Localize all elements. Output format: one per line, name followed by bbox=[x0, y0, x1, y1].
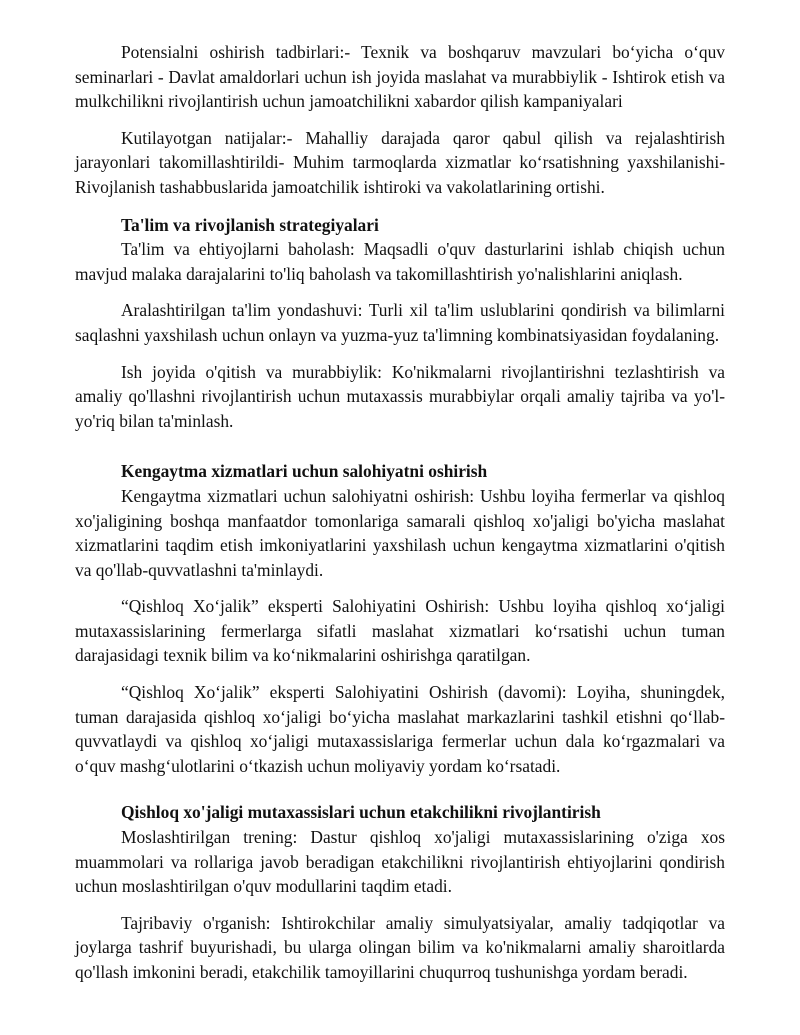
paragraph-on-the-job-training: Ish joyida o'qitish va murabbiylik: Ko'nikmalarni rivojlantirishni tezlashtirish va amaliy qo'llashni rivojlantirish uchun mutaxassis murabbiylar orqali amaliy tajriba va yo'l-yo'riq bilan ta'minlash. bbox=[75, 361, 725, 431]
paragraph-blended-learning: Aralashtirilgan ta'lim yondashuvi: Turli xil ta'lim uslublarini qondirish va bilimlarni saqlashni yaxshilash uchun onlayn va yuzma-yuz ta'limning kombinatsiyasidan foydalaning. bbox=[75, 300, 725, 345]
paragraph-capacity-measures: Potensialni oshirish tadbirlari:- Texnik va boshqaruv mavzulari bo‘yicha o‘quv seminarlari - Davlat amaldorlari uchun ish joyida maslahat va murabbiylik - Ishtirok etish va mulkchilikni rivojlantirish uchun jamoatchilikni xabardor qilish kampaniyalari bbox=[75, 42, 725, 112]
paragraph-tailored-training: Moslashtirilgan trening: Dastur qishloq xo'jaligi mutaxassislarining o'ziga xos muammolari va rollariga javob beradigan etakchilikni rivojlantirish ehtiyojlarini qondirish uchun moslashtirilgan o'quv modullarini taqdim etadi. bbox=[75, 827, 725, 897]
paragraph-needs-assessment: Ta'lim va ehtiyojlarni baholash: Maqsadli o'quv dasturlarini ishlab chiqish uchun mavjud malaka darajalarini to'liq baholash va takomillashtirish yo'nalishlarini aniqlash. bbox=[75, 239, 725, 284]
paragraph-agri-expert-capacity: “Qishloq Xo‘jalik” eksperti Salohiyatini Oshirish: Ushbu loyiha qishloq xo‘jaligi mutaxassislarining fermerlarga sifatli maslahat xizmatlari ko‘rsatishi uchun tuman darajasidagi texnik bilim va ko‘nikmalarini oshirishga qaratilgan. bbox=[75, 596, 725, 666]
section-heading-extension-services: Kengaytma xizmatlari uchun salohiyatni oshirish bbox=[121, 461, 488, 482]
section-heading-learning-strategies: Ta'lim va rivojlanish strategiyalari bbox=[121, 214, 379, 235]
paragraph-experiential-learning: Tajribaviy o'rganish: Ishtirokchilar amaliy simulyatsiyalar, amaliy tadqiqotlar va joylarga tashrif buyurishadi, bu ularga olingan bilim va ko'nikmalarni amaliy sharoitlarda qo'llash imkonini beradi, etakchilik tamoyillarini chuqurroq tushunishga yordam beradi. bbox=[75, 912, 725, 982]
paragraph-agri-expert-capacity-cont: “Qishloq Xo‘jalik” eksperti Salohiyatini Oshirish (davomi): Loyiha, shuningdek, tuman darajasida qishloq xo‘jaligi bo‘yicha maslahat markazlarini tashkil etishni qo‘llab-quvvatlaydi va qishloq xo‘jaligi mutaxassislariga fermerlar uchun dala ko‘rgazmalari va o‘quv mashg‘ulotlarini o‘tkazish uchun moliyaviy yordam ko‘rsatadi. bbox=[75, 682, 725, 776]
paragraph-extension-capacity: Kengaytma xizmatlari uchun salohiyatni oshirish: Ushbu loyiha fermerlar va qishloq xo'jaligining boshqa manfaatdor tomonlariga samarali qishloq xo'jaligi bo'yicha maslahat xizmatlarini taqdim etish imkoniyatlarini yaxshilash uchun kengaytma xizmatlarini o'qitish va qo'llab-quvvatlashni ta'minlaydi. bbox=[75, 485, 725, 580]
paragraph-expected-results: Kutilayotgan natijalar:- Mahalliy darajada qaror qabul qilish va rejalashtirish jarayonlari takomillashtirildi- Muhim tarmoqlarda xizmatlar ko‘rsatishning yaxshilanishi- Rivojlanish tashabbuslarida jamoatchilik ishtiroki va vakolatlarining ortishi. bbox=[75, 127, 725, 197]
section-heading-leadership-development: Qishloq xo'jaligi mutaxassislari uchun etakchilikni rivojlantirish bbox=[121, 802, 601, 823]
